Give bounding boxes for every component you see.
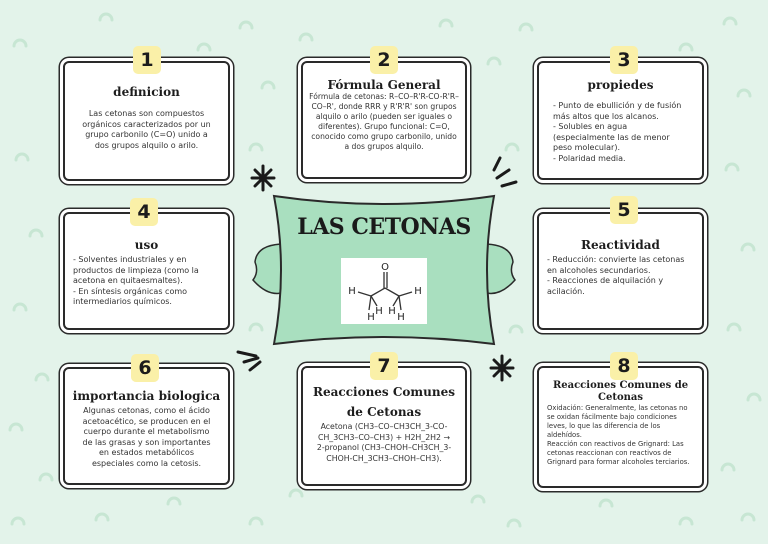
card-number-badge: 8 (610, 352, 638, 380)
card-text: Fórmula de cetonas: R–CO–R'R-CO-R'R–CO–R', donde RRR y R'R'R' son grupos alquilo o arilo (pueden ser iguales o diferentes). Grupo funcional: C=O, conocido como grupo carbonilo, unido a dos grupos alquilo. (309, 92, 459, 151)
card-body (71, 406, 222, 469)
atom-label: H (375, 306, 383, 317)
card-propiedes (537, 61, 704, 180)
sparkle-star-right (491, 356, 513, 380)
card-title: Reacciones Comunes de Cetonas (313, 385, 455, 419)
card-title: Reactividad (581, 238, 660, 252)
molecule-diagram (341, 258, 427, 324)
card-line: - Reducción: convierte las cetonas en alcoholes secundarios. (547, 255, 685, 275)
card-body (309, 422, 459, 464)
atom-label: H (414, 286, 422, 297)
card-uso (63, 212, 230, 330)
card-body (71, 109, 222, 151)
atom-label: H (367, 312, 375, 323)
card-number-badge: 2 (370, 46, 398, 74)
atom-label: H (348, 286, 356, 297)
card-body (545, 101, 696, 164)
card-body (309, 92, 459, 152)
card-line: Oxidación: Generalmente, las cetonas no se oxidan fácilmente bajo condiciones leves, lo que las diferencia de los aldehídos. (547, 404, 688, 439)
card-title: Reacciones Comunes de Cetonas (552, 380, 689, 403)
card-text: Las cetonas son compuestos orgánicos caracterizados por un grupo carbonilo (C=O) unido a dos grupos alquilo o arilo. (82, 109, 211, 150)
card-title: propiedes (587, 78, 654, 92)
card-number-badge: 6 (131, 354, 159, 382)
card-line: Reacción con reactivos de Grignard: Las cetonas reaccionan con reactivos de Grignard para formar alcoholes terciarios. (547, 440, 690, 466)
card-body (71, 255, 222, 308)
card-definicion (63, 61, 230, 181)
card-number-badge: 7 (370, 352, 398, 380)
card-line: - En síntesis orgánicas como intermediarios químicos. (73, 286, 188, 306)
card-number-badge: 3 (610, 46, 638, 74)
main-title: LAS CETONAS (297, 214, 471, 240)
card-text: Algunas cetonas, como el ácido acetoacético, se producen en el cuerpo durante el metabolismo de las grasas y son importantes en estados metabólicos especiales como la cetosis. (82, 406, 211, 468)
card-line: - Punto de ebullición y de fusión más altos que los alcanos. (553, 101, 682, 121)
card-text: Acetona (CH3–CO–CH3CH_3-CO-CH_3CH3–CO–CH3) + H2H_2H2 → 2-propanol (CH3–CHOH–CH3CH_3-CHOH-CH_3CH3–CHOH–CH3). (316, 422, 452, 463)
card-number-badge: 1 (133, 46, 161, 74)
acetone-structure-icon (341, 258, 427, 324)
card-line: - Polaridad media. (553, 153, 626, 163)
atom-label: H (388, 306, 396, 317)
card-title: definicion (113, 85, 180, 99)
atom-label: O (381, 262, 389, 273)
card-line: - Solubles en agua (especialmente las de menor peso molecular). (553, 122, 670, 152)
card-title: importancia biologica (72, 389, 221, 403)
card-importancia-biologica (63, 367, 230, 485)
dash-mark-bl (238, 352, 260, 370)
card-body (545, 404, 696, 467)
card-number-badge: 4 (130, 198, 158, 226)
card-number-badge: 5 (610, 196, 638, 224)
card-formula-general (301, 61, 467, 179)
card-body (545, 255, 696, 297)
card-reactividad (537, 212, 704, 330)
card-reacciones-comunes-2 (537, 366, 704, 488)
card-title: Fórmula General (327, 78, 441, 92)
card-title: uso (134, 238, 159, 252)
atom-label: H (397, 312, 405, 323)
card-reacciones-comunes-1 (301, 366, 467, 486)
card-line: - Solventes industriales y en productos de limpieza (como la acetona en quitaesmaltes). (73, 255, 199, 285)
dash-mark-tr (494, 158, 516, 186)
sparkle-star-left (252, 166, 274, 190)
card-line: - Reacciones de alquilación y acilación. (547, 276, 664, 296)
